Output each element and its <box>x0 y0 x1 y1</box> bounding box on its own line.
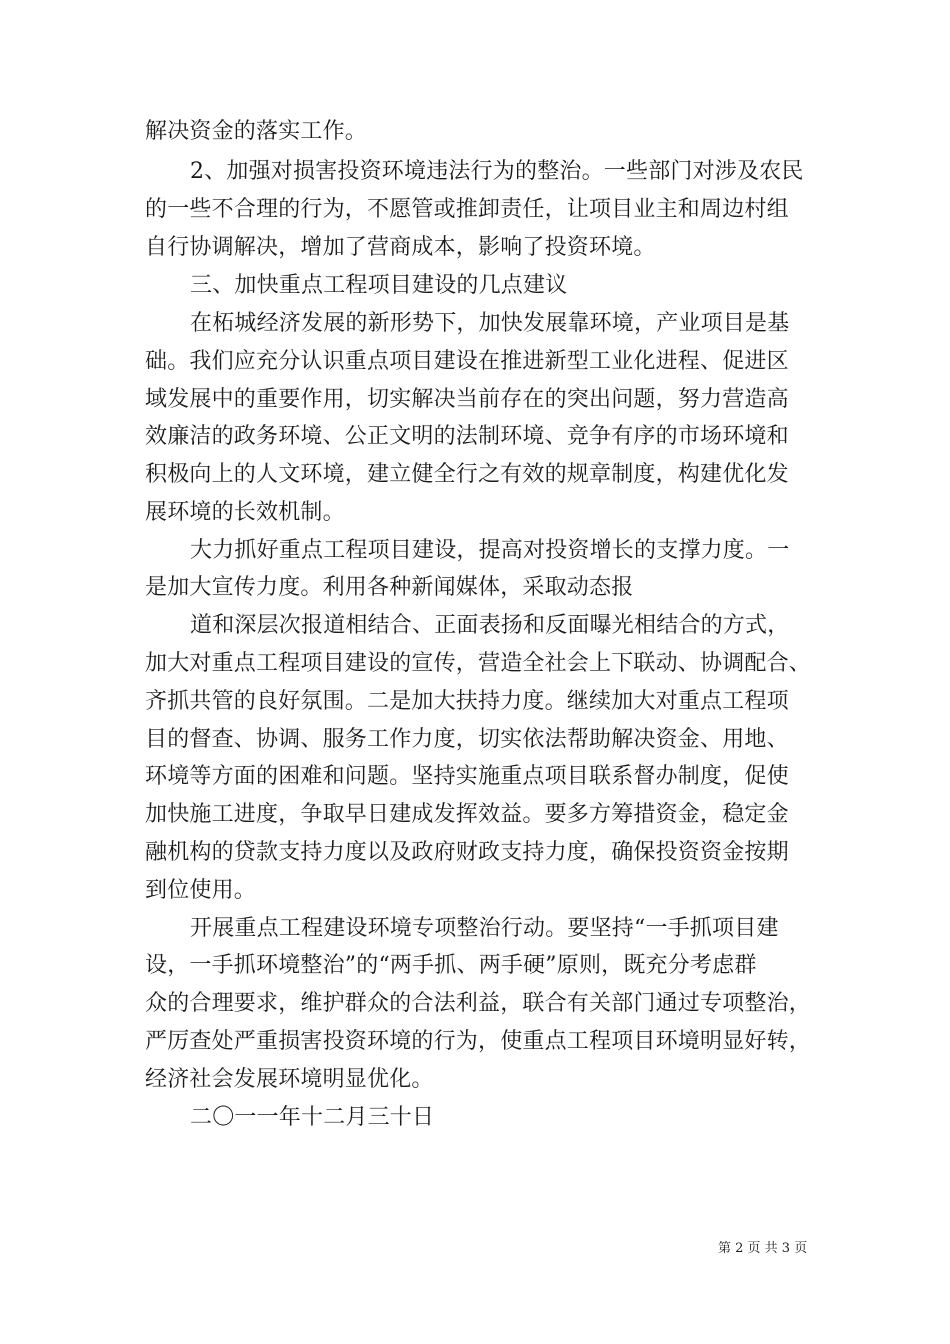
text-line: 融机构的贷款支持力度以及政府财政支持力度，确保投资资金按期 <box>145 840 789 865</box>
text-line: 开展重点工程建设环境专项整治行动。要坚持“一手抓项目建 <box>190 916 779 941</box>
text-line: 众的合理要求，维护群众的合法利益，联合有关部门通过专项整治， <box>145 991 812 1016</box>
text-line: 自行协调解决，增加了营商成本，影响了投资环境。 <box>145 235 656 260</box>
text-line: 大力抓好重点工程项目建设，提高对投资增长的支撑力度。一 <box>190 538 790 563</box>
text-line: 齐抓共管的良好氛围。二是加大扶持力度。继续加大对重点工程项 <box>145 689 789 714</box>
text-line: 设，一手抓环境整治”的“两手抓、两手硬”原则，既充分考虑群 <box>145 953 757 978</box>
text-line: 解决资金的落实工作。 <box>145 119 368 144</box>
text-line: 加快施工进度，争取早日建成发挥效益。要多方筹措资金，稳定金 <box>145 802 789 827</box>
text-line: 积极向上的人文环境，建立健全行之有效的规章制度，构建优化发 <box>145 462 789 487</box>
page-number: 第 2 页 共 3 页 <box>718 1241 808 1256</box>
text-line: 道和深层次报道相结合、正面表扬和反面曝光相结合的方式， <box>190 613 790 638</box>
text-line: 域发展中的重要作用，切实解决当前存在的突出问题，努力营造高 <box>145 387 789 412</box>
text-line: 严厉查处严重损害投资环境的行为，使重点工程项目环境明显好转， <box>145 1029 812 1054</box>
text-line: 到位使用。 <box>145 878 257 903</box>
text-line: 经济社会发展环境明显优化。 <box>145 1067 434 1092</box>
text-line: 环境等方面的困难和问题。坚持实施重点项目联系督办制度，促使 <box>145 764 789 789</box>
section-heading: 三、加快重点工程项目建设的几点建议 <box>190 273 568 298</box>
text-line: 的一些不合理的行为，不愿管或推卸责任，让项目业主和周边村组 <box>145 197 789 222</box>
text-line: 在柘城经济发展的新形势下，加快发展靠环境，产业项目是基 <box>190 311 790 336</box>
text-line: 目的督查、协调、服务工作力度，切实依法帮助解决资金、用地、 <box>145 727 789 752</box>
text-line: 础。我们应充分认识重点项目建设在推进新型工业化进程、促进区 <box>145 349 789 374</box>
text-line: 2、加强对损害投资环境违法行为的整治。一些部门对涉及农民 <box>190 159 804 184</box>
date-line: 二〇一一年十二月三十日 <box>190 1105 435 1130</box>
text-line: 效廉洁的政务环境、公正文明的法制环境、竞争有序的市场环境和 <box>145 424 789 449</box>
text-line: 展环境的长效机制。 <box>145 500 345 525</box>
text-line: 加大对重点工程项目建设的宣传，营造全社会上下联动、协调配合、 <box>145 651 812 676</box>
text-line: 是加大宣传力度。利用各种新闻媒体，采取动态报 <box>145 575 634 600</box>
